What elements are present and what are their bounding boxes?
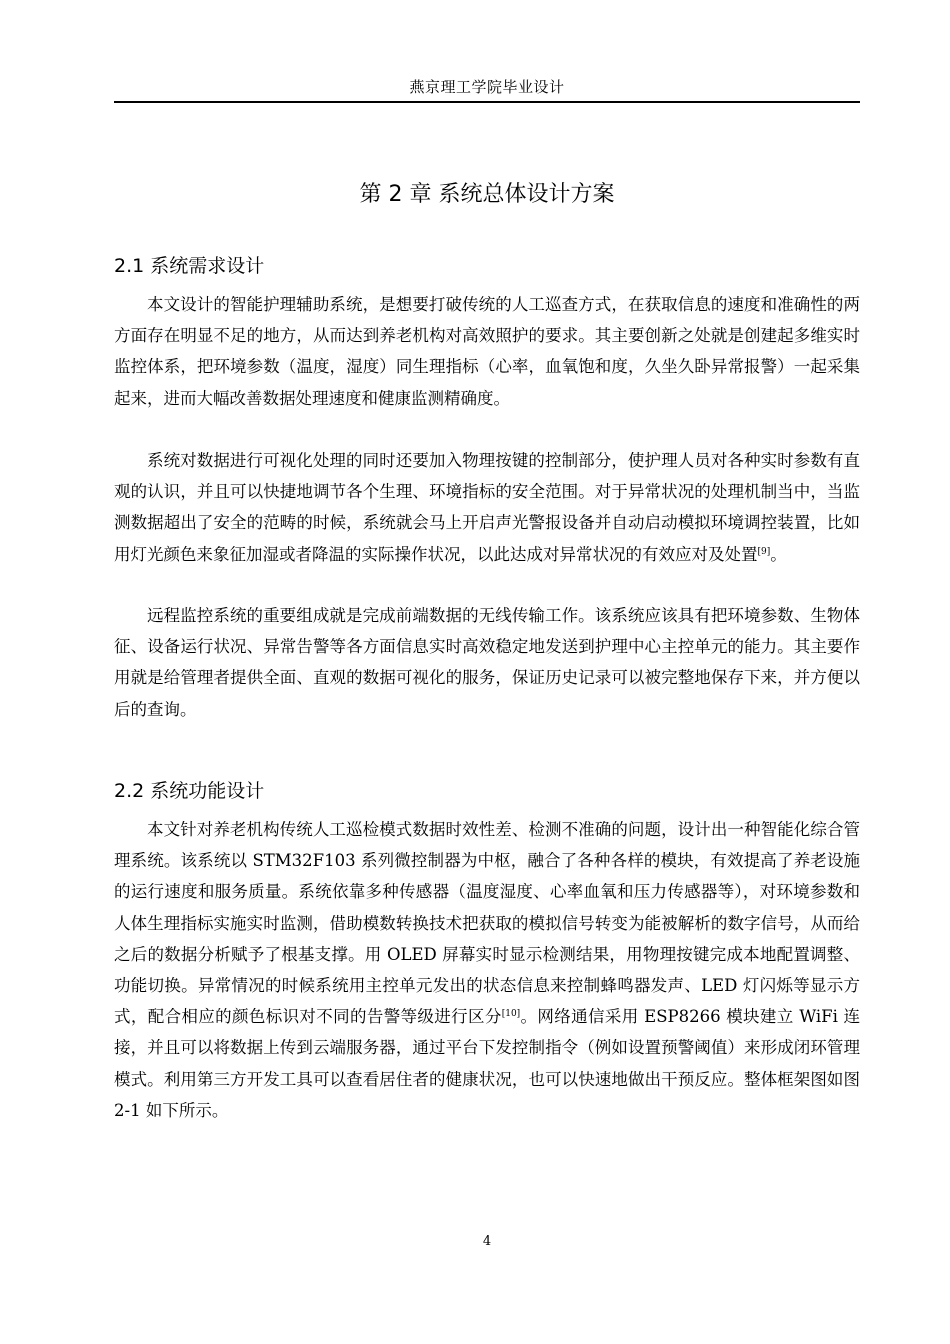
paragraph-text: 本文设计的智能护理辅助系统，是想要打破传统的人工巡查方式，在获取信息的速度和准确性的两方面存在明显不足的地方，从而达到养老机构对高效照护的要求。其主要创新之处就是创建起多维实时监控体系，把环境参数（温度，湿度）同生理指标（心率，血氧饱和度，久坐久卧异常报警）一起采集起来，进而大幅改善数据处理速度和健康监测精确度。	[114, 295, 860, 408]
paragraph-2-1-2	[114, 445, 860, 570]
paragraph-text: 本文针对养老机构传统人工巡检模式数据时效性差、检测不准确的问题，设计出一种智能化综合管理系统。该系统以 STM32F103 系列微控制器为中枢，融合了各种各样的模块，有效提高了养老设施的运行速度和服务质量。系统依靠多种传感器（温度湿度、心率血氧和压力传感器等），对环境参数和人体生理指标实施实时监测，借助模数转换技术把获取的模拟信号转变为能被解析的数字信号，从而给之后的数据分析赋予了根基支撑。用 OLED 屏幕实时显示检测结果，用物理按键完成本地配置调整、功能切换。异常情况的时候系统用主控单元发出的状态信息来控制蜂鸣器发声、LED 灯闪烁等显示方式，配合相应的颜色标识对不同的告警等级进行区分	[114, 820, 860, 1027]
paragraph-text-tail: 。	[770, 544, 787, 564]
paragraph-2-1-1	[114, 289, 860, 414]
paragraph-text: 远程监控系统的重要组成就是完成前端数据的无线传输工作。该系统应该具有把环境参数、生物体征、设备运行状况、异常告警等各方面信息实时高效稳定地发送到护理中心主控单元的能力。其主要作用就是给管理者提供全面、直观的数据可视化的服务，保证历史记录可以被完整地保存下来，并方便以后的查询。	[114, 606, 860, 719]
running-header: 燕京理工学院毕业设计	[409, 78, 565, 96]
paragraph-text-tail: 。网络通信采用 ESP8266 模块建立 WiFi 连接，并且可以将数据上传到云端服务器，通过平台下发控制指令（例如设置预警阈值）来形成闭环管理模式。利用第三方开发工具可以查看居住者的健康状况，也可以快速地做出干预反应。整体框架图如图 2-1 如下所示。	[114, 1007, 861, 1120]
citation-ref: [9]	[757, 546, 771, 557]
section-heading-2-2: 2.2 系统功能设计	[114, 780, 265, 802]
citation-ref: [10]	[501, 1009, 521, 1020]
page-number: 4	[482, 1234, 492, 1249]
chapter-title: 第 2 章 系统总体设计方案	[359, 182, 615, 207]
paragraph-2-2-1	[114, 814, 860, 1126]
header-divider	[114, 101, 860, 103]
paragraph-text: 系统对数据进行可视化处理的同时还要加入物理按键的控制部分，使护理人员对各种实时参数有直观的认识，并且可以快捷地调节各个生理、环境指标的安全范围。对于异常状况的处理机制当中，当监测数据超出了安全的范畴的时候，系统就会马上开启声光警报设备并自动启动模拟环境调控装置，比如用灯光颜色来象征加湿或者降温的实际操作状况，以此达成对异常状况的有效应对及处置	[114, 451, 860, 564]
section-heading-2-1: 2.1 系统需求设计	[114, 255, 265, 277]
paragraph-2-1-3	[114, 600, 860, 725]
